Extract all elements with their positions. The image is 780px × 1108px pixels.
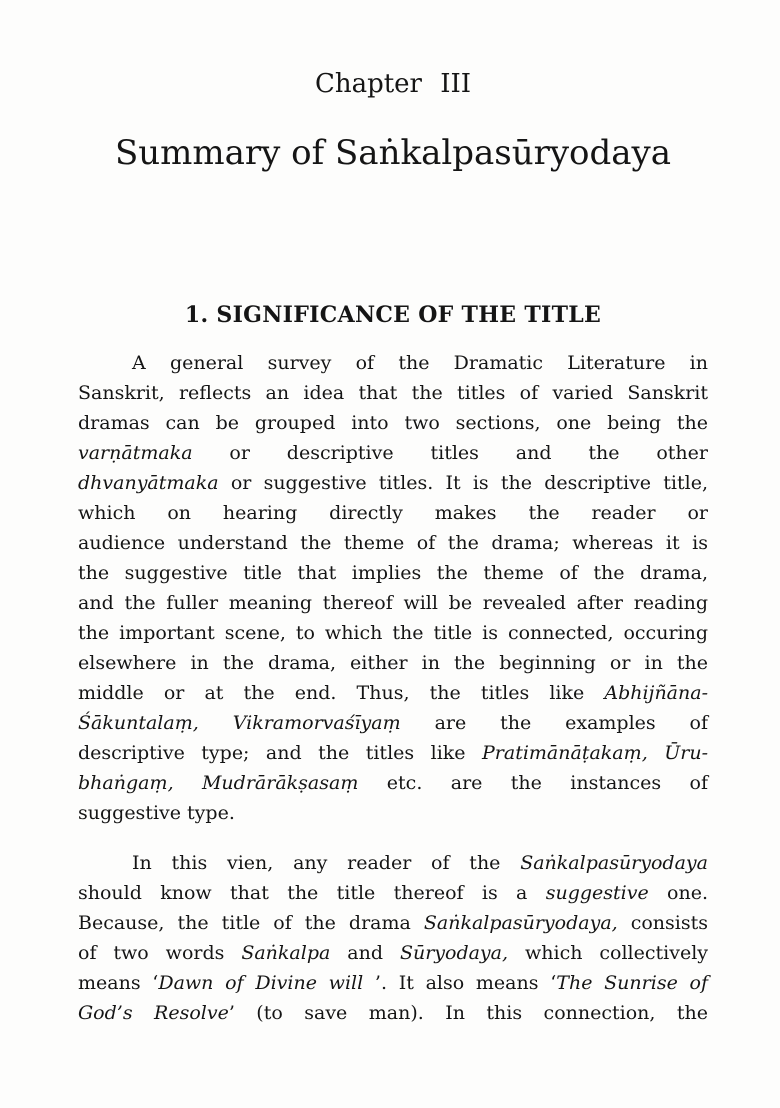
text-segment: descriptive type; and the titles like <box>78 742 482 764</box>
paragraph <box>78 848 708 1028</box>
text-line <box>78 588 708 618</box>
text-segment: the suggestive title that implies the theme of the drama, <box>78 562 708 584</box>
text-line <box>78 558 708 588</box>
italic-segment: suggestive <box>545 882 649 904</box>
text-line <box>78 498 708 528</box>
text-segment: which on hearing directly makes the reader or <box>78 502 708 524</box>
text-segment: of two words <box>78 942 242 964</box>
text-line <box>78 618 708 648</box>
text-line <box>78 768 708 798</box>
italic-segment: Dawn of Divine will <box>158 972 364 994</box>
text-line <box>78 938 708 968</box>
text-line <box>78 968 708 998</box>
text-segment: etc. are the instances of <box>358 772 708 794</box>
text-line <box>78 708 708 738</box>
body-paragraphs <box>78 348 708 1028</box>
text-segment: Sanskrit, reflects an idea that the titles of varied Sanskrit <box>78 382 708 404</box>
text-line <box>78 378 708 408</box>
text-line <box>78 648 708 678</box>
text-line <box>78 408 708 438</box>
italic-segment: Śākuntalaṃ, Vikramorvaśīyaṃ <box>78 712 401 734</box>
text-segment: one. <box>648 882 709 904</box>
italic-segment: Pratimānāṭakaṃ, Ūru- <box>482 742 708 764</box>
italic-segment: God’s Resolve <box>78 1002 229 1024</box>
text-line <box>78 908 708 938</box>
text-line <box>78 438 708 468</box>
italic-segment: varṇātmaka <box>78 442 193 464</box>
text-line <box>78 528 708 558</box>
section-heading: 1. SIGNIFICANCE OF THE TITLE <box>184 302 602 328</box>
italic-segment: dhvanyātmaka <box>78 472 219 494</box>
text-segment: and the fuller meaning thereof will be revealed after reading <box>78 592 708 614</box>
italic-segment: The Sunrise of <box>556 972 709 994</box>
text-segment: ’. It also means ‘ <box>363 972 557 994</box>
text-line <box>78 798 708 828</box>
book-title: Summary of Saṅkalpasūryodaya <box>114 133 672 173</box>
text-segment: suggestive type. <box>78 802 235 824</box>
text-line <box>78 878 708 908</box>
text-line <box>78 848 708 878</box>
text-segment: dramas can be grouped into two sections, one being the <box>78 412 708 434</box>
text-segment: which collectively <box>508 942 708 964</box>
paragraph <box>78 348 708 828</box>
italic-segment: bhaṅgaṃ, Mudrārākṣasaṃ <box>78 772 359 794</box>
text-segment: elsewhere in the drama, either in the beginning or in the <box>78 652 708 674</box>
text-segment: or descriptive titles and the other <box>192 442 708 464</box>
text-line <box>78 468 708 498</box>
chapter-heading: Chapter III <box>314 69 472 99</box>
italic-segment: Saṅkalpasūryodaya, <box>423 912 618 934</box>
text-segment: audience understand the theme of the drama; whereas it is <box>78 532 708 554</box>
text-segment: the important scene, to which the title is connected, occuring <box>78 622 708 644</box>
text-segment: are the examples of <box>400 712 709 734</box>
italic-segment: Sūryodaya, <box>399 942 509 964</box>
text-segment: ’ (to save man). In this connection, the <box>228 1002 708 1024</box>
text-segment: In this vien, any reader of the <box>132 852 521 874</box>
text-line <box>78 998 708 1028</box>
text-segment: means ‘ <box>78 972 159 994</box>
italic-segment: Saṅkalpa <box>241 942 331 964</box>
text-segment: should know that the title thereof is a <box>78 882 546 904</box>
italic-segment: Abhijñāna- <box>604 682 708 704</box>
text-line <box>78 348 708 378</box>
text-line <box>78 738 708 768</box>
text-segment: Because, the title of the drama <box>78 912 424 934</box>
text-segment: consists <box>617 912 708 934</box>
text-segment: or suggestive titles. It is the descriptive title, <box>218 472 708 494</box>
italic-segment: Saṅkalpasūryodaya <box>520 852 708 874</box>
text-segment: and <box>330 942 400 964</box>
text-segment: A general survey of the Dramatic Literature in <box>132 352 708 374</box>
text-segment: middle or at the end. Thus, the titles like <box>78 682 605 704</box>
text-line <box>78 678 708 708</box>
